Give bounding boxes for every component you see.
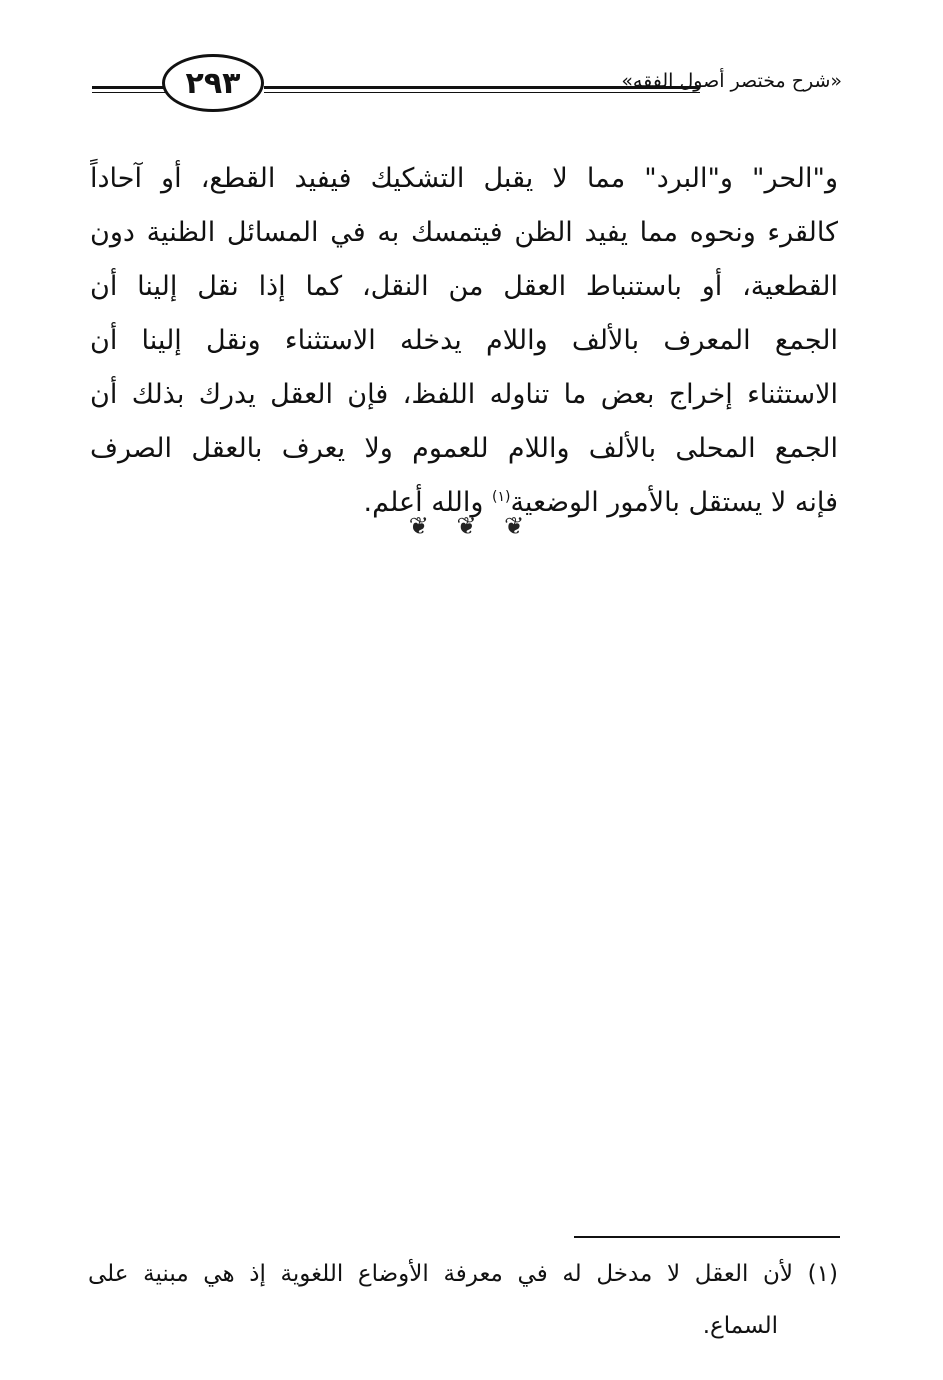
footnote-text: لأن العقل لا مدخل له في معرفة الأوضاع اللغوية إذ هي مبنية على (88, 1261, 794, 1287)
page-number: ٢٩٣ (162, 54, 264, 112)
body-line: القطعية، أو باستنباط العقل من النقل، كما إذا نقل إلينا أن (90, 271, 838, 302)
running-title: «شرح مختصر أصول الفقه» (621, 70, 842, 92)
body-text (90, 152, 838, 530)
footnotes (88, 1248, 838, 1352)
footnote-line (88, 1248, 838, 1300)
body-line: الاستثناء إخراج بعض ما تناوله اللفظ، فإن العقل يدرك بذلك أن (90, 379, 838, 410)
body-last-line-start: فإنه لا يستقل بالأمور الوضعية (510, 487, 838, 518)
body-line: الجمع المعرف بالألف واللام يدخله الاستثناء ونقل إلينا أن (90, 325, 838, 356)
footnote-reference[interactable]: (١) (491, 489, 511, 505)
page-header (92, 44, 842, 134)
body-line: و"الحر" و"البرد" مما لا يقبل التشكيك فيفيد القطع، أو آحاداً (90, 163, 838, 194)
header-rule-right-thin (264, 92, 700, 93)
body-line: كالقرء ونحوه مما يفيد الظن فيتمسك به في المسائل الظنية دون (90, 217, 838, 248)
body-line: الجمع المحلى بالألف واللام للعموم ولا يعرف بالعقل الصرف (90, 433, 838, 464)
section-ornament: ❦ ❦ ❦ (408, 512, 535, 540)
body-last-line-end: والله أعلم. (363, 487, 492, 518)
footnote-marker: (١) (807, 1261, 838, 1287)
footnote-separator (574, 1236, 840, 1238)
footnote-line-continuation: السماع. (702, 1313, 778, 1339)
